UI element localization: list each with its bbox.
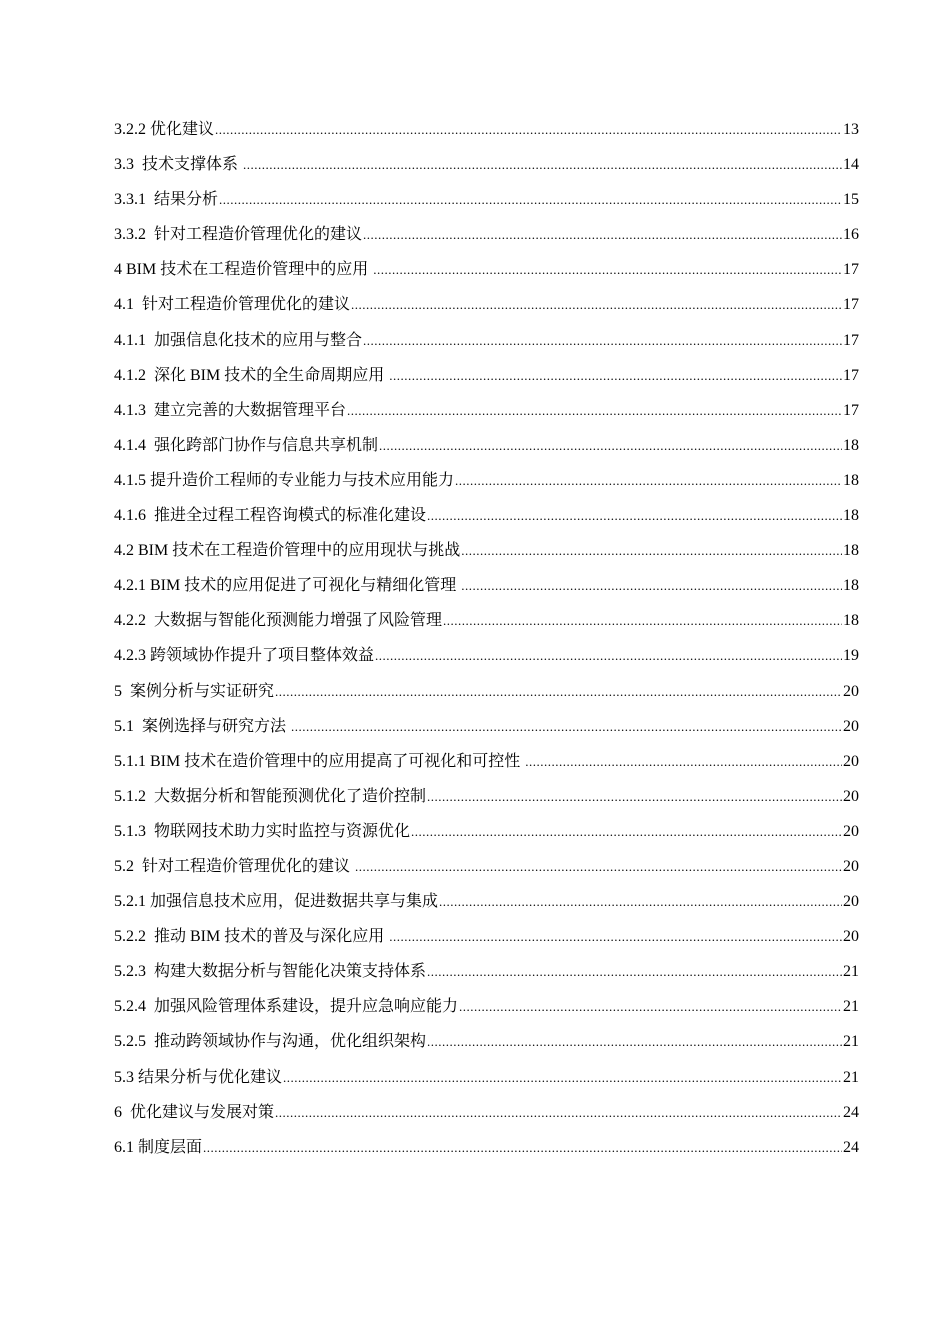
- toc-entry[interactable]: [114, 889, 859, 924]
- toc-entry-title: 4.2 BIM 技术在工程造价管理中的应用现状与挑战: [114, 542, 461, 560]
- toc-dot-leader: [411, 819, 842, 845]
- toc-entry-page: 13: [843, 121, 859, 138]
- toc-entry-page: 14: [843, 156, 859, 174]
- toc-dot-leader: [461, 538, 842, 564]
- toc-entry[interactable]: [114, 608, 859, 643]
- toc-entry[interactable]: [114, 363, 859, 398]
- toc-entry-title: 5.2.3 构建大数据分析与智能化决策支持体系: [114, 963, 427, 981]
- toc-entry-page: 17: [843, 401, 859, 419]
- toc-entry-title: 4.2.3 跨领域协作提升了项目整体效益: [114, 647, 375, 665]
- toc-dot-leader: [443, 608, 842, 634]
- toc-dot-leader: [427, 1029, 842, 1055]
- toc-entry-title: 5 案例分析与实证研究: [114, 682, 275, 700]
- toc-dot-leader: [389, 924, 842, 950]
- toc-entry[interactable]: [114, 152, 859, 187]
- toc-entry-page: 17: [843, 261, 859, 279]
- toc-dot-leader: [427, 784, 842, 810]
- toc-entry[interactable]: [114, 398, 859, 433]
- toc-entry-title: 4.1.4 强化跨部门协作与信息共享机制: [114, 436, 379, 454]
- toc-entry-title: 5.1 案例选择与研究方法: [114, 717, 291, 735]
- toc-entry-title: 4.1.6 推进全过程工程咨询模式的标准化建设: [114, 507, 427, 525]
- toc-dot-leader: [373, 257, 842, 283]
- toc-entry[interactable]: [114, 222, 859, 257]
- toc-entry-title: 5.3 结果分析与优化建议: [114, 1068, 283, 1086]
- toc-entry-title: 4 BIM 技术在工程造价管理中的应用: [114, 261, 373, 279]
- toc-entry-page: 18: [843, 542, 859, 560]
- toc-entry-title: 4.1.5 提升造价工程师的专业能力与技术应用能力: [114, 471, 455, 489]
- toc-entry-page: 24: [843, 1138, 859, 1156]
- toc-entry-title: 5.2.5 推动跨领域协作与沟通，优化组织架构: [114, 1033, 427, 1051]
- toc-dot-leader: [389, 363, 842, 389]
- toc-dot-leader: [461, 573, 842, 599]
- toc-entry[interactable]: [114, 538, 859, 573]
- toc-entry-page: 20: [843, 822, 859, 840]
- toc-entry[interactable]: [114, 854, 859, 889]
- toc-entry-page: 18: [843, 507, 859, 525]
- toc-entry[interactable]: [114, 503, 859, 538]
- toc-entry[interactable]: [114, 292, 859, 327]
- toc-dot-leader: [215, 117, 842, 143]
- toc-entry-page: 20: [843, 787, 859, 805]
- toc-entry-title: 5.1.3 物联网技术助力实时监控与资源优化: [114, 822, 411, 840]
- toc-entry[interactable]: [114, 1100, 859, 1135]
- toc-entry-title: 5.2.4 加强风险管理体系建设，提升应急响应能力: [114, 998, 459, 1016]
- toc-entry-page: 16: [843, 226, 859, 244]
- toc-entry-title: 4.1 针对工程造价管理优化的建议: [114, 296, 351, 314]
- toc-entry[interactable]: [114, 1065, 859, 1100]
- toc-dot-leader: [427, 503, 842, 529]
- toc-entry-title: 4.1.1 加强信息化技术的应用与整合: [114, 331, 363, 349]
- toc-entry-page: 20: [843, 682, 859, 700]
- toc-dot-leader: [459, 994, 842, 1020]
- toc-entry-page: 20: [843, 857, 859, 875]
- toc-dot-leader: [275, 1100, 842, 1126]
- toc-entry-title: 4.2.2 大数据与智能化预测能力增强了风险管理: [114, 612, 443, 630]
- toc-entry-title: 5.2.2 推动 BIM 技术的普及与深化应用: [114, 928, 389, 946]
- toc-dot-leader: [283, 1065, 842, 1091]
- toc-entry[interactable]: [114, 819, 859, 854]
- toc-entry-title: 4.1.2 深化 BIM 技术的全生命周期应用: [114, 366, 389, 384]
- toc-entry-page: 17: [843, 366, 859, 384]
- toc-entry-page: 18: [843, 471, 859, 489]
- toc-entry-page: 20: [843, 717, 859, 735]
- toc-entry-page: 21: [843, 1033, 859, 1051]
- toc-entry-page: 17: [843, 331, 859, 349]
- toc-dot-leader: [203, 1135, 842, 1161]
- toc-dot-leader: [375, 643, 842, 669]
- toc-entry[interactable]: [114, 187, 859, 222]
- toc-entry-page: 17: [843, 296, 859, 314]
- toc-dot-leader: [525, 749, 842, 775]
- toc-entry-page: 20: [843, 928, 859, 946]
- toc-entry[interactable]: [114, 714, 859, 749]
- toc-entry-title: 3.3.1 结果分析: [114, 191, 219, 209]
- toc-entry-page: 20: [843, 752, 859, 770]
- toc-entry[interactable]: [114, 1029, 859, 1064]
- toc-entry-title: 4.2.1 BIM 技术的应用促进了可视化与精细化管理: [114, 577, 461, 595]
- toc-entry[interactable]: [114, 959, 859, 994]
- toc-entry[interactable]: [114, 328, 859, 363]
- toc-entry[interactable]: [114, 1135, 859, 1170]
- toc-entry-title: 6 优化建议与发展对策: [114, 1103, 275, 1121]
- toc-entry-title: 4.1.3 建立完善的大数据管理平台: [114, 401, 347, 419]
- toc-entry[interactable]: [114, 924, 859, 959]
- toc-dot-leader: [275, 679, 842, 705]
- toc-entry[interactable]: [114, 643, 859, 678]
- toc-dot-leader: [355, 854, 842, 880]
- toc-dot-leader: [243, 152, 842, 178]
- toc-entry[interactable]: [114, 117, 859, 152]
- toc-entry-page: 21: [843, 998, 859, 1016]
- toc-entry-title: 3.2.2 优化建议: [114, 121, 215, 138]
- toc-entry-title: 5.2.1 加强信息技术应用，促进数据共享与集成: [114, 893, 439, 911]
- toc-entry-page: 19: [843, 647, 859, 665]
- toc-entry-page: 21: [843, 963, 859, 981]
- toc-entry-page: 24: [843, 1103, 859, 1121]
- toc-entry-page: 21: [843, 1068, 859, 1086]
- toc-dot-leader: [455, 468, 842, 494]
- toc-dot-leader: [363, 222, 842, 248]
- toc-entry[interactable]: [114, 468, 859, 503]
- toc-dot-leader: [347, 398, 842, 424]
- toc-entry-page: 18: [843, 612, 859, 630]
- toc-entry-title: 5.1.1 BIM 技术在造价管理中的应用提高了可视化和可控性: [114, 752, 525, 770]
- toc-entry-title: 5.2 针对工程造价管理优化的建议: [114, 857, 355, 875]
- toc-entry-title: 6.1 制度层面: [114, 1138, 203, 1156]
- toc-dot-leader: [351, 292, 842, 318]
- toc-entry-page: 18: [843, 577, 859, 595]
- toc-entry-title: 5.1.2 大数据分析和智能预测优化了造价控制: [114, 787, 427, 805]
- toc-dot-leader: [439, 889, 842, 915]
- toc-entry[interactable]: [114, 749, 859, 784]
- toc-entry-page: 20: [843, 893, 859, 911]
- toc-entry[interactable]: [114, 784, 859, 819]
- toc-entry[interactable]: [114, 994, 859, 1029]
- toc-entry[interactable]: [114, 679, 859, 714]
- toc-entry-page: 15: [843, 191, 859, 209]
- toc-dot-leader: [363, 328, 842, 354]
- toc-entry-title: 3.3 技术支撑体系: [114, 156, 243, 174]
- toc-dot-leader: [427, 959, 842, 985]
- toc-entry-page: 18: [843, 436, 859, 454]
- toc-entry[interactable]: [114, 257, 859, 292]
- toc-entry[interactable]: [114, 433, 859, 468]
- toc-dot-leader: [291, 714, 842, 740]
- toc-dot-leader: [219, 187, 842, 213]
- toc-entry-title: 3.3.2 针对工程造价管理优化的建议: [114, 226, 363, 244]
- toc-entry[interactable]: [114, 573, 859, 608]
- toc-dot-leader: [379, 433, 842, 459]
- table-of-contents: [114, 117, 859, 1170]
